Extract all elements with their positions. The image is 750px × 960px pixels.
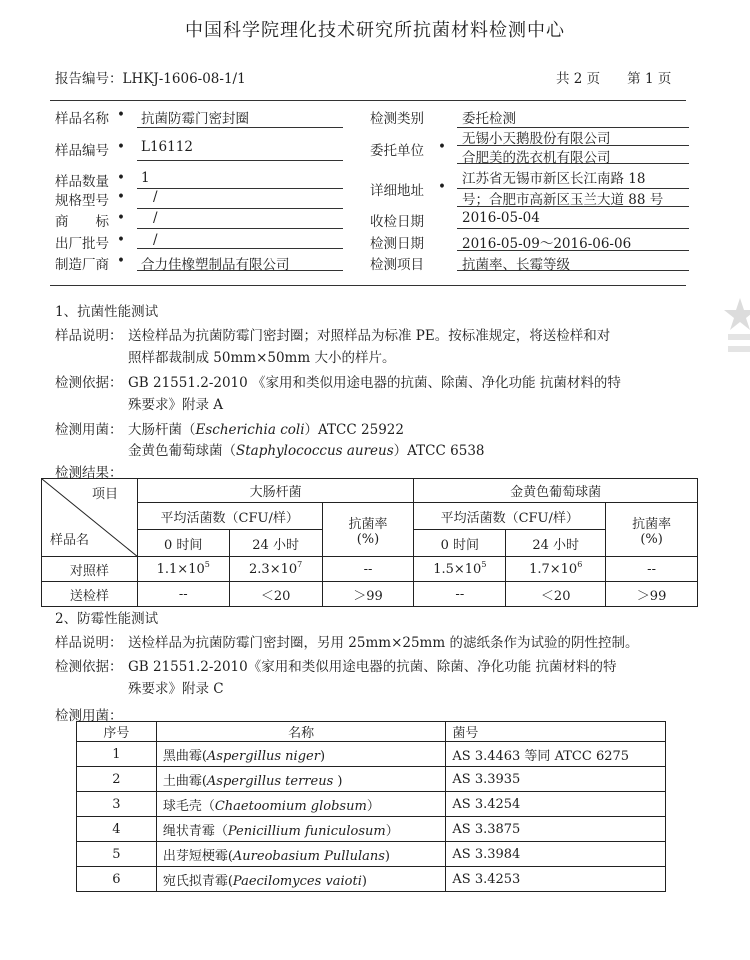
info-bottom-rule [50, 285, 686, 286]
rate-header-label: 抗菌率 [632, 516, 672, 532]
test-date-label: 检测日期 [370, 236, 424, 252]
document-title: 中国科学院理化技术研究所抗菌材料检测中心 [185, 20, 565, 41]
time-24-header: 24 小时 [506, 530, 606, 557]
test-type-label: 检测类别 [370, 111, 424, 127]
row-no: 4 [77, 817, 157, 842]
row-code: AS 3.3935 [446, 767, 666, 792]
bullet: • [117, 170, 125, 186]
section1-heading: 1、抗菌性能测试 [55, 304, 159, 320]
rate-header-unit: (%) [356, 531, 380, 547]
brand-label: 商 标 [55, 214, 109, 230]
group-ecoli: 大肠杆菌 [137, 479, 414, 503]
value-underline [137, 228, 343, 229]
report-number: 报告编号：LHKJ-1606-08-1/1 [55, 71, 246, 87]
client-label: 委托单位 [370, 143, 424, 159]
bullet: • [438, 179, 446, 195]
header-name: 名称 [156, 722, 446, 742]
strain-label: 检测用菌： [55, 708, 123, 724]
table-row [77, 767, 666, 792]
strain-2-latin: Staphylococcus aureus [236, 443, 394, 459]
strain-1-latin: Escherichia coli [195, 422, 305, 438]
strain-2 [128, 439, 485, 459]
sample-desc-line-1: 送检样品为抗菌防霉门密封圈，另用 25mm×25mm 的滤纸条作为试验的阴性控制。 [128, 635, 639, 651]
star-icon [710, 270, 750, 380]
header-code: 菌号 [446, 722, 666, 742]
cell-value: ＞99 [322, 582, 414, 607]
info-top-rule [50, 100, 686, 101]
results-table [41, 478, 698, 607]
group-saureus: 金黄色葡萄球菌 [414, 479, 698, 503]
strain-1-cn: 大肠杆菌（ [128, 422, 196, 438]
row-code: AS 3.4253 [446, 867, 666, 892]
receive-date-value: 2016-05-04 [462, 210, 540, 226]
row-code: AS 3.4254 [446, 792, 666, 817]
strain-1-code: ）ATCC 25922 [304, 422, 404, 438]
rate-header-unit: (%) [640, 531, 663, 547]
basis-line-1: GB 21551.2-2010《家用和类似用途电器的抗菌、除菌、净化功能 抗菌材料的特 [128, 659, 617, 675]
time-24-header: 24 小时 [229, 530, 322, 557]
cell-value: -- [606, 557, 698, 582]
corner-item-label: 项目 [92, 487, 119, 502]
row-name: 球毛壳（Chaetoomium globsum） [156, 792, 446, 817]
row-name: 绳状青霉（Penicillium funiculosum） [156, 817, 446, 842]
sample-desc-line-2: 照样都裁制成 50mm×50mm 大小的样片。 [128, 350, 396, 366]
table-row [77, 867, 666, 892]
batch-label: 出厂批号 [55, 236, 109, 252]
sample-no-label: 样品编号 [55, 143, 109, 159]
sample-desc-line-1: 送检样品为抗菌防霉门密封圈；对照样品为标准 PE。按标准规定，将送检样和对 [128, 328, 611, 344]
strain-label: 检测用菌： [55, 422, 123, 438]
value-underline [457, 228, 689, 229]
time-0-header: 0 时间 [414, 530, 506, 557]
cell-value: -- [137, 582, 229, 607]
address-label: 详细地址 [370, 183, 424, 199]
table-row [77, 817, 666, 842]
cell-value: $1.5\times 10^5$ [414, 557, 506, 582]
sample-name-label: 样品名称 [55, 111, 109, 127]
sample-name-value: 抗菌防霉门密封圈 [141, 111, 249, 127]
cell-value: $1.1\times 10^5$ [137, 557, 229, 582]
rate-header [322, 503, 414, 557]
test-item-label: 检测项目 [370, 257, 424, 273]
table-row [42, 582, 698, 607]
strain-2-code: ）ATCC 6538 [393, 443, 485, 459]
cell-value: $2.3\times 10^7$ [229, 557, 322, 582]
sample-no-value: L16112 [141, 139, 193, 155]
strain-1 [128, 418, 404, 438]
sample-qty-value: 1 [141, 170, 150, 186]
value-underline [137, 160, 343, 161]
bullet: • [117, 139, 125, 155]
cell-value: $1.7\times 10^6$ [506, 557, 606, 582]
basis-line-1: GB 21551.2-2010 《家用和类似用途电器的抗菌、除菌、净化功能 抗菌材料的特 [128, 375, 621, 391]
corner-sample-label: 样品名 [50, 533, 90, 548]
bullet: • [117, 189, 125, 205]
avg-count-header: 平均活菌数（CFU/样） [137, 503, 322, 530]
value-underline [137, 248, 343, 249]
bullet: • [438, 139, 446, 155]
bullet: • [117, 253, 125, 269]
section2-heading: 2、防霉性能测试 [55, 611, 159, 627]
manufacturer-value: 合力佳橡塑制品有限公司 [141, 257, 290, 273]
test-type-value: 委托检测 [462, 111, 516, 127]
bullet: • [117, 107, 125, 123]
bullet: • [117, 232, 125, 248]
basis-line-2: 殊要求》附录 C [128, 681, 224, 697]
brand-value: / [153, 210, 158, 226]
test-date-value: 2016-05-09～2016-06-06 [462, 236, 632, 252]
spec-label: 规格型号 [55, 193, 109, 209]
address-value-2: 号；合肥市高新区玉兰大道 88 号 [462, 192, 664, 208]
header-no: 序号 [77, 722, 157, 742]
value-underline [137, 208, 343, 209]
results-label: 检测结果： [55, 465, 123, 481]
row-no: 5 [77, 842, 157, 867]
corner-cell [42, 479, 138, 557]
row-name: 宛氏拟青霉(Paecilomyces vaioti) [156, 867, 446, 892]
cell-value: -- [414, 582, 506, 607]
basis-line-2: 殊要求》附录 A [128, 397, 224, 413]
sample-desc-label: 样品说明： [55, 635, 123, 651]
row-code: AS 3.3984 [446, 842, 666, 867]
spec-value: / [153, 189, 158, 205]
table-row [77, 742, 666, 767]
manufacturer-label: 制造厂商 [55, 257, 109, 273]
mold-strain-table [76, 721, 666, 892]
row-name: 出芽短梗霉(Aureobasium Pullulans) [156, 842, 446, 867]
row-code: AS 3.4463 等同 ATCC 6275 [446, 742, 666, 767]
rate-header-label: 抗菌率 [348, 516, 388, 532]
batch-value: / [153, 232, 158, 248]
row-no: 1 [77, 742, 157, 767]
client-value-1: 无锡小天鹅股份有限公司 [462, 131, 611, 147]
strain-2-cn: 金黄色葡萄球菌（ [128, 443, 236, 459]
value-underline [137, 127, 343, 128]
table-row [77, 842, 666, 867]
basis-label: 检测依据： [55, 659, 123, 675]
row-no: 3 [77, 792, 157, 817]
bullet: • [117, 210, 125, 226]
row-code: AS 3.3875 [446, 817, 666, 842]
client-value-2: 合肥美的洗衣机有限公司 [462, 150, 611, 166]
row-no: 2 [77, 767, 157, 792]
receive-date-label: 收检日期 [370, 214, 424, 230]
table-row [77, 792, 666, 817]
cell-value: ＞99 [606, 582, 698, 607]
page-count: 共 2 页 第 1 页 [556, 71, 672, 87]
rate-header [606, 503, 698, 557]
table-row [42, 557, 698, 582]
time-0-header: 0 时间 [137, 530, 229, 557]
row-name: 土曲霉(Aspergillus terreus ) [156, 767, 446, 792]
cell-value: ＜20 [229, 582, 322, 607]
sample-qty-label: 样品数量 [55, 174, 109, 190]
value-underline [137, 188, 343, 189]
row-name: 对照样 [42, 557, 138, 582]
row-no: 6 [77, 867, 157, 892]
sample-desc-label: 样品说明： [55, 328, 123, 344]
address-value-1: 江苏省无锡市新区长江南路 18 [462, 171, 646, 187]
row-name: 送检样 [42, 582, 138, 607]
basis-label: 检测依据： [55, 375, 123, 391]
cell-value: ＜20 [506, 582, 606, 607]
cell-value: -- [322, 557, 414, 582]
avg-count-header: 平均活菌数（CFU/样） [414, 503, 606, 530]
stamp-watermark [710, 270, 750, 380]
row-name: 黑曲霉(Aspergillus niger) [156, 742, 446, 767]
test-item-value: 抗菌率、长霉等级 [462, 257, 570, 273]
